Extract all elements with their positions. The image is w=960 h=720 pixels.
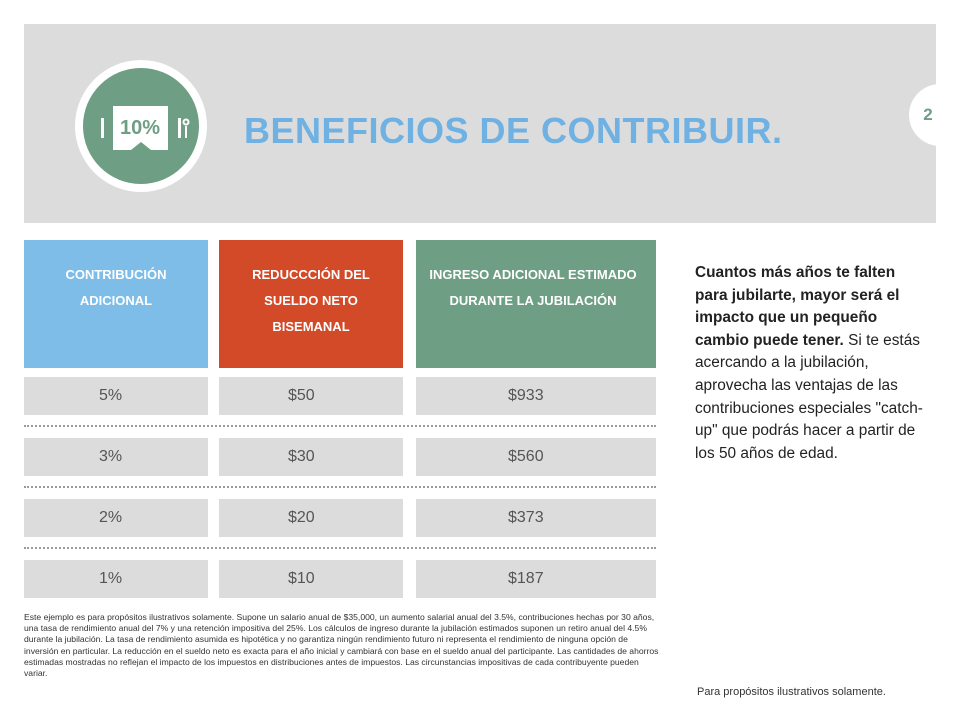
table-cell: $30 <box>219 438 403 476</box>
side-paragraph <box>695 262 925 465</box>
table-cell: $560 <box>416 438 656 476</box>
table-cell: 3% <box>24 438 208 476</box>
table-cell: $187 <box>416 560 656 598</box>
percent-tag-icon <box>83 68 199 184</box>
row-divider <box>24 425 656 427</box>
table-cell: $933 <box>416 377 656 415</box>
column-header-retirement-income: INGRESO ADICIONAL ESTIMADO DURANTE LA JUBILACIÓN <box>416 240 656 368</box>
page-number-tab <box>909 84 960 146</box>
footer-note: Para propósitos ilustrativos solamente. <box>697 686 886 698</box>
badge-text: 10% <box>119 117 161 139</box>
table-cell: $50 <box>219 377 403 415</box>
column-header-paycheck-reduction: REDUCCCIÓN DEL SUELDO NETO BISEMANAL <box>219 240 403 368</box>
table-cell: $10 <box>219 560 403 598</box>
row-divider <box>24 486 656 488</box>
table-cell: 1% <box>24 560 208 598</box>
page-number: 2 <box>923 105 933 124</box>
table-cell: $20 <box>219 499 403 537</box>
side-paragraph-normal: Si te estás acercando a la jubilación, aprovecha las ventajas de las contribuciones especiales "catch-up" que podrás hacer a partir de los 50 años de edad. <box>695 331 923 462</box>
table-cell: $373 <box>416 499 656 537</box>
column-header-contribution: CONTRIBUCIÓN ADICIONAL <box>24 240 208 368</box>
table-cell: 5% <box>24 377 208 415</box>
table-cell: 2% <box>24 499 208 537</box>
logo-badge <box>75 60 207 192</box>
page-title: BENEFICIOS DE CONTRIBUIR. <box>244 110 783 151</box>
disclaimer-text: Este ejemplo es para propósitos ilustrativos solamente. Supone un salario anual de $35,000, un aumento salarial anual del 3.5%, contribuciones hechas por 30 años, una tasa de rendimiento anual del 7% y una retención impositiva del 25%. Los cálculos de ingreso durante la jubilación estimados suponen un retiro anual del 4.5% durante la jubilación. La tasa de rendimiento asumida es hipotética y no garantiza ningún rendimiento futuro ni representa el rendimiento de ninguna opción de inversión en particular. La reducción en el sueldo neto es exacta para el año inicial y cambiará con base en el sueldo anual del participante. Las cantidades de ahorros estimadas mostradas no reflejan el impacto de los impuestos en distribuciones antes de impuestos. Las circunstancias impositivas de cada contribuyente pueden variar. <box>24 612 659 679</box>
side-paragraph-bold: Cuantos más años te falten para jubilarte, mayor será el impacto que un pequeño cambio puede tener. <box>695 264 900 349</box>
row-divider <box>24 547 656 549</box>
